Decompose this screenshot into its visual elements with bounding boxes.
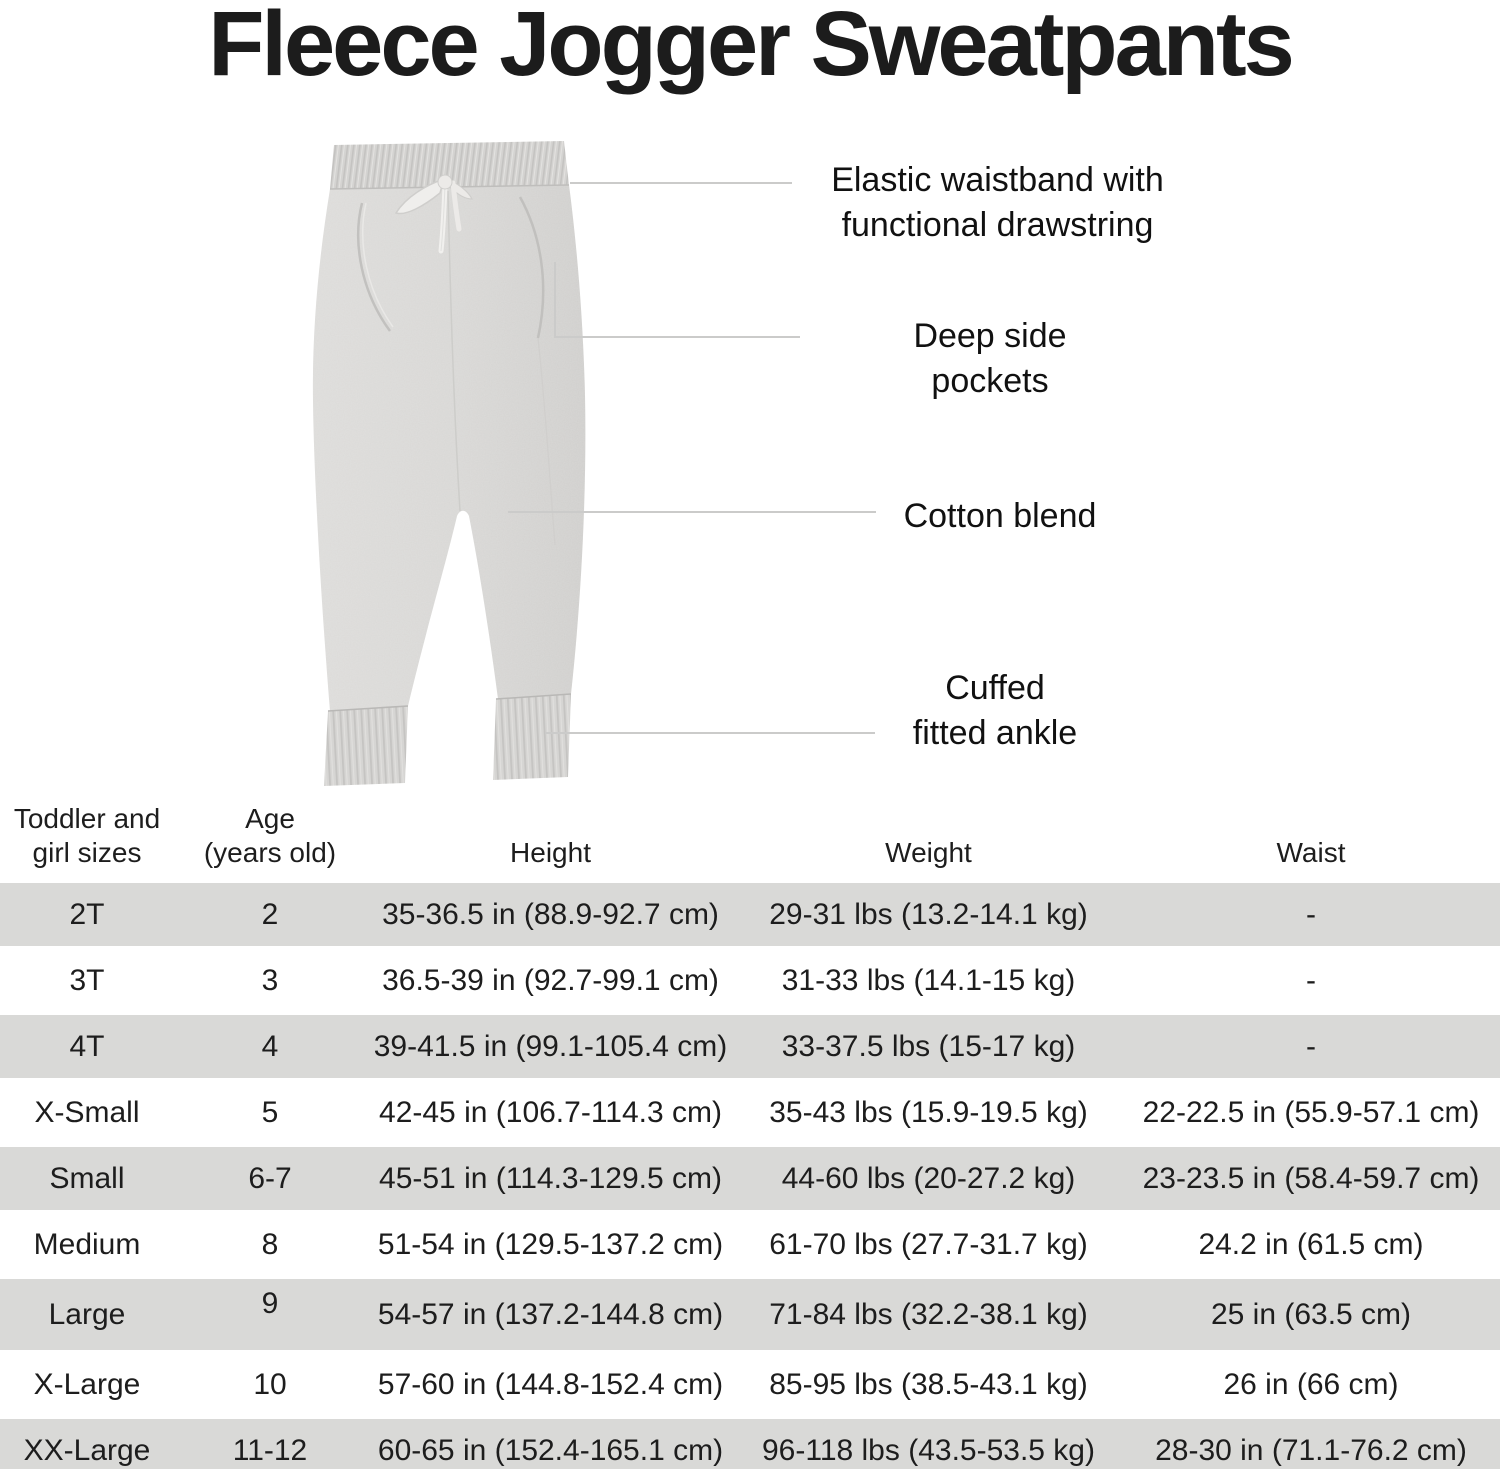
- table-cell: 96-118 lbs (43.5-53.5 kg): [735, 1416, 1122, 1469]
- table-cell: 60-65 in (152.4-165.1 cm): [366, 1416, 735, 1469]
- table-cell: -: [1122, 946, 1500, 1012]
- size-table-body: [0, 880, 1500, 1469]
- column-header-text: Height: [510, 837, 591, 868]
- table-cell: 28-30 in (71.1-76.2 cm): [1122, 1416, 1500, 1469]
- table-cell: 36.5-39 in (92.7-99.1 cm): [366, 946, 735, 1012]
- table-cell: 26 in (66 cm): [1122, 1350, 1500, 1416]
- callout-line-pockets: [554, 336, 800, 338]
- table-cell: 2: [174, 880, 366, 946]
- table-cell: 45-51 in (114.3-129.5 cm): [366, 1144, 735, 1210]
- table-cell: -: [1122, 880, 1500, 946]
- table-cell: 4: [174, 1012, 366, 1078]
- table-cell: Medium: [0, 1210, 174, 1276]
- callout-text: functional drawstring: [841, 206, 1154, 244]
- table-cell: XX-Large: [0, 1416, 174, 1469]
- table-cell: 29-31 lbs (13.2-14.1 kg): [735, 880, 1122, 946]
- callout-text: Cotton blend: [903, 497, 1097, 535]
- table-cell: 85-95 lbs (38.5-43.1 kg): [735, 1350, 1122, 1416]
- column-header-text: (years old): [203, 837, 337, 868]
- callout-text: pockets: [931, 362, 1049, 400]
- table-cell: 42-45 in (106.7-114.3 cm): [366, 1078, 735, 1144]
- page-title: Fleece Jogger Sweatpants: [208, 0, 1292, 95]
- table-row: [0, 1210, 1500, 1276]
- table-cell: 5: [174, 1078, 366, 1144]
- table-cell: 10: [174, 1350, 366, 1416]
- table-cell: 71-84 lbs (32.2-38.1 kg): [735, 1276, 1122, 1350]
- table-cell: 11-12: [174, 1416, 366, 1469]
- table-cell: 3T: [0, 946, 174, 1012]
- table-row: [0, 1012, 1500, 1078]
- callout-line-waistband: [570, 182, 792, 184]
- column-header-text: Toddler and: [13, 803, 161, 834]
- table-cell: 51-54 in (129.5-137.2 cm): [366, 1210, 735, 1276]
- callout-line-pocket-vertical: [554, 262, 556, 337]
- table-cell: X-Small: [0, 1078, 174, 1144]
- column-header: [366, 802, 735, 880]
- column-header: [174, 802, 366, 880]
- table-row: [0, 1144, 1500, 1210]
- table-cell: 2T: [0, 880, 174, 946]
- table-cell: Large: [0, 1276, 174, 1350]
- table-cell: X-Large: [0, 1350, 174, 1416]
- size-table-header: [0, 802, 1500, 880]
- column-header-text: Age: [245, 803, 295, 834]
- table-row: [0, 1416, 1500, 1469]
- column-header: [735, 802, 1122, 880]
- table-cell: 35-43 lbs (15.9-19.5 kg): [735, 1078, 1122, 1144]
- callout-line-fabric: [508, 511, 876, 513]
- callout-line-ankle: [545, 732, 875, 734]
- table-cell: 31-33 lbs (14.1-15 kg): [735, 946, 1122, 1012]
- table-cell: 44-60 lbs (20-27.2 kg): [735, 1144, 1122, 1210]
- table-cell: Small: [0, 1144, 174, 1210]
- left-cuff: [324, 706, 408, 786]
- table-cell: 54-57 in (137.2-144.8 cm): [366, 1276, 735, 1350]
- callout-waistband: [800, 158, 1195, 248]
- size-table: [0, 802, 1500, 1469]
- callout-text: Deep side: [913, 317, 1067, 355]
- table-cell: 22-22.5 in (55.9-57.1 cm): [1122, 1078, 1500, 1144]
- column-header-text: Waist: [1276, 837, 1346, 868]
- callout-fabric: [835, 494, 1165, 539]
- callout-pockets: [820, 314, 1160, 404]
- table-cell: 61-70 lbs (27.7-31.7 kg): [735, 1210, 1122, 1276]
- table-cell: 39-41.5 in (99.1-105.4 cm): [366, 1012, 735, 1078]
- table-row: [0, 946, 1500, 1012]
- column-header-text: Weight: [885, 837, 972, 868]
- table-cell: 4T: [0, 1012, 174, 1078]
- table-cell: 35-36.5 in (88.9-92.7 cm): [366, 880, 735, 946]
- product-image: [288, 133, 608, 798]
- table-cell: 33-37.5 lbs (15-17 kg): [735, 1012, 1122, 1078]
- table-row: [0, 1276, 1500, 1350]
- table-cell: 8: [174, 1210, 366, 1276]
- column-header: [0, 802, 174, 880]
- table-cell: -: [1122, 1012, 1500, 1078]
- table-cell: 3: [174, 946, 366, 1012]
- table-cell: 25 in (63.5 cm): [1122, 1276, 1500, 1350]
- column-header-text: girl sizes: [32, 837, 142, 868]
- table-row: [0, 1078, 1500, 1144]
- right-cuff: [493, 694, 571, 780]
- table-cell: 9: [174, 1276, 366, 1350]
- size-chart: [0, 802, 1500, 1469]
- table-row: [0, 880, 1500, 946]
- table-cell: 6-7: [174, 1144, 366, 1210]
- callout-text: fitted ankle: [912, 714, 1078, 752]
- callout-ankle: [830, 666, 1160, 756]
- callout-text: Elastic waistband with: [831, 161, 1164, 199]
- column-header: [1122, 802, 1500, 880]
- callout-text: Cuffed: [945, 669, 1045, 707]
- table-cell: 57-60 in (144.8-152.4 cm): [366, 1350, 735, 1416]
- table-cell: 23-23.5 in (58.4-59.7 cm): [1122, 1144, 1500, 1210]
- table-row: [0, 1350, 1500, 1416]
- table-cell: 24.2 in (61.5 cm): [1122, 1210, 1500, 1276]
